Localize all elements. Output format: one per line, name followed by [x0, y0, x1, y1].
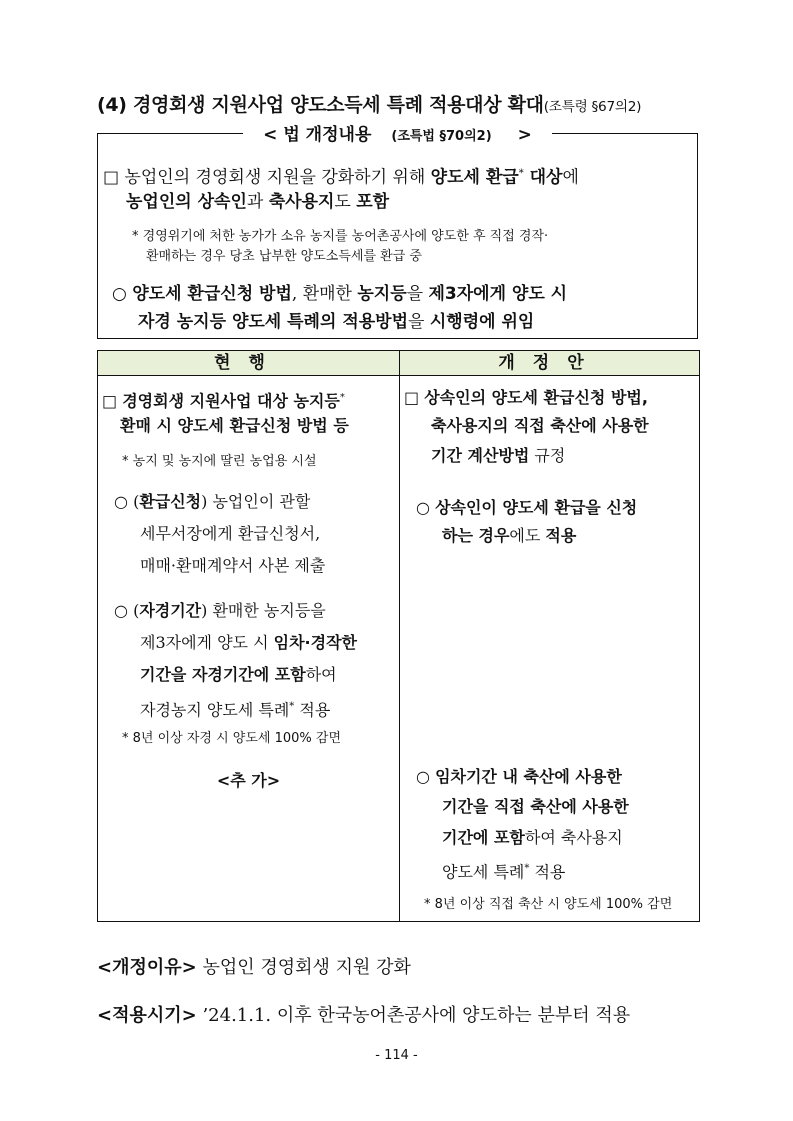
revised-item-3-line-1: ○ 임차기간 내 축산에 사용한 [416, 767, 622, 786]
current-item-3-note: * 8년 이상 자경 시 양도세 100% 감면 [122, 731, 342, 746]
revised-item-2-line-2: 하는 경우에도 적용 [442, 526, 577, 545]
summary-item-1-line-1: □ 농업인의 경영회생 지원을 강화하기 위해 양도세 환급* 대상에 [103, 167, 579, 188]
current-item-1-line-2: 환매 시 양도세 환급신청 방법 등 [120, 416, 349, 435]
comparison-table [97, 350, 700, 922]
current-item-3-line-2: 제3자에게 양도 시 임차·경작한 [140, 633, 357, 652]
summary-box-heading: < 법 개정내용 (조특법 §70의2) > [98, 120, 697, 145]
current-item-1-line-1: □ 경영회생 지원사업 대상 농지등* [102, 391, 345, 411]
current-item-3-line-1: ○ (자경기간) 환매한 농지등을 [114, 601, 326, 620]
page-number: - 114 - [375, 1048, 418, 1063]
current-item-2-line-3: 매매·환매계약서 사본 제출 [140, 556, 326, 575]
section-title [97, 90, 641, 117]
revised-item-3-line-4: 양도세 특례* 적용 [442, 862, 566, 882]
revised-item-2-line-1: ○ 상속인이 양도세 환급을 신청 [416, 498, 638, 517]
current-item-2-line-1: ○ (환급신청) 농업인이 관할 [114, 492, 311, 511]
header-current: 현행 [214, 353, 283, 373]
summary-item-2-line-1: ○ 양도세 환급신청 방법, 환매한 농지등을 제3자에게 양도 시 [112, 284, 568, 304]
column-divider [399, 351, 400, 921]
amendment-reason-text: 농업인 경영회생 지원 강화 [196, 957, 411, 978]
summary-note-line-1: * 경영위기에 처한 농가가 소유 농지를 농어촌공사에 양도한 후 직접 경작· [132, 229, 549, 244]
application-period [97, 1001, 630, 1027]
revised-item-3-note: * 8년 이상 직접 축산 시 양도세 100% 감면 [424, 897, 673, 912]
current-added-placeholder: <추 가> [216, 771, 281, 790]
summary-item-1-line-2: 농업인의 상속인과 축사용지도 포함 [126, 192, 390, 212]
law-amendment-summary-box [97, 125, 698, 339]
summary-note-line-2: 환매하는 경우 당초 납부한 양도소득세를 환급 중 [146, 249, 422, 264]
current-item-1-note: * 농지 및 농지에 딸린 농업용 시설 [122, 454, 317, 469]
section-title-main: (4) 경영회생 지원사업 양도소득세 특례 적용대상 확대 [97, 94, 544, 116]
revised-item-1-line-3: 기간 계산방법 규정 [431, 446, 566, 465]
revised-item-1-line-2: 축사용지의 직접 축산에 사용한 [431, 416, 649, 435]
current-item-2-line-2: 세무서장에게 환급신청서, [140, 524, 321, 543]
current-item-3-line-4: 자경농지 양도세 특례* 적용 [140, 700, 331, 720]
revised-item-3-line-3: 기간에 포함하여 축사용지 [442, 828, 623, 847]
amendment-reason [97, 953, 411, 979]
section-title-ref: (조특령 §67의2) [543, 99, 642, 115]
revised-item-3-line-2: 기간을 직접 축산에 사용한 [442, 797, 629, 816]
current-item-3-line-3: 기간을 자경기간에 포함하여 [140, 665, 337, 684]
revised-item-1-line-1: □ 상속인의 양도세 환급신청 방법, [404, 388, 648, 407]
header-revised: 개정안 [498, 353, 602, 373]
amendment-reason-label: <개정이유> [97, 957, 197, 978]
application-period-text: ’24.1.1. 이후 한국농어촌공사에 양도하는 분부터 적용 [196, 1005, 631, 1026]
application-period-label: <적용시기> [97, 1005, 197, 1026]
summary-item-2-line-2: 자경 농지등 양도세 특례의 적용방법을 시행령에 위임 [138, 312, 535, 332]
